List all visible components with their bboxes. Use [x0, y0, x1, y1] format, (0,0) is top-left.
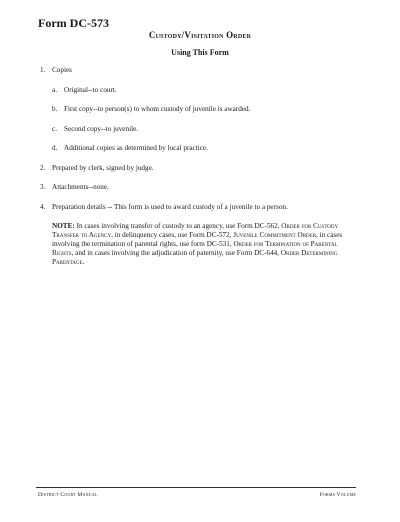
- item-number: 3.: [40, 183, 46, 191]
- list-item-prepared-by: [40, 164, 360, 173]
- footer-manual-name: District Court Manual: [38, 492, 98, 498]
- item-text: Preparation details -- This form is used to award custody of a juvenile to a person.: [52, 202, 288, 211]
- note-text: , and in cases involving the adjudication of paternity, use Form DC-644,: [71, 248, 281, 257]
- list-item-attachments: [40, 183, 360, 192]
- form-id: Form DC-573: [38, 16, 109, 30]
- note-text: .: [82, 257, 85, 266]
- sub-item-original: [40, 86, 360, 95]
- item-text: Attachments--none.: [52, 183, 109, 191]
- sub-item-text: Original--to court.: [64, 85, 117, 94]
- list-item-copies: [40, 66, 360, 75]
- form-title-ref: Order for Custody Transfer to Agency: [52, 221, 339, 239]
- form-title-ref: Order for Termination of Parental Rights: [52, 239, 338, 257]
- sub-item-letter: a.: [52, 85, 57, 94]
- sub-item-additional-copies: [40, 144, 360, 153]
- footer-volume-name: Forms Volume: [319, 492, 356, 498]
- page-title: Custody/Visitation Order: [148, 30, 252, 40]
- item-text: Prepared by clerk, signed by judge.: [52, 163, 154, 172]
- instructions-list: [40, 66, 360, 267]
- item-number: 2.: [40, 163, 46, 172]
- sub-item-text: Additional copies as determined by local practice.: [64, 144, 208, 152]
- sub-item-second-copy: [40, 125, 360, 134]
- sub-item-letter: d.: [52, 144, 58, 152]
- sub-item-text: First copy--to person(s) to whom custody of juvenile is awarded.: [64, 105, 251, 113]
- form-title-ref: Order Determining Parentage: [52, 248, 338, 266]
- list-item-preparation-details: [40, 203, 360, 212]
- sub-item-letter: b.: [52, 105, 58, 113]
- form-title-ref: Juvenile Commitment Order: [233, 230, 317, 239]
- sub-item-first-copy: [40, 105, 360, 114]
- note-label: NOTE:: [52, 221, 75, 230]
- sub-item-text: Second copy--to juvenile.: [64, 124, 139, 133]
- note-text: , in cases involving the termination of parental rights, use form DC-531,: [52, 230, 343, 248]
- section-heading: Using This Form: [171, 48, 229, 57]
- item-number: 1.: [40, 66, 46, 74]
- sub-item-letter: c.: [52, 124, 57, 133]
- page-footer: [36, 487, 356, 498]
- note-paragraph: [40, 222, 360, 267]
- item-text: Copies: [52, 66, 72, 74]
- item-number: 4.: [40, 202, 46, 211]
- note-text: In cases involving transfer of custody to an agency, use Form DC-562,: [74, 221, 282, 230]
- note-text: , in delinquency cases, use Form DC-572,: [111, 230, 234, 239]
